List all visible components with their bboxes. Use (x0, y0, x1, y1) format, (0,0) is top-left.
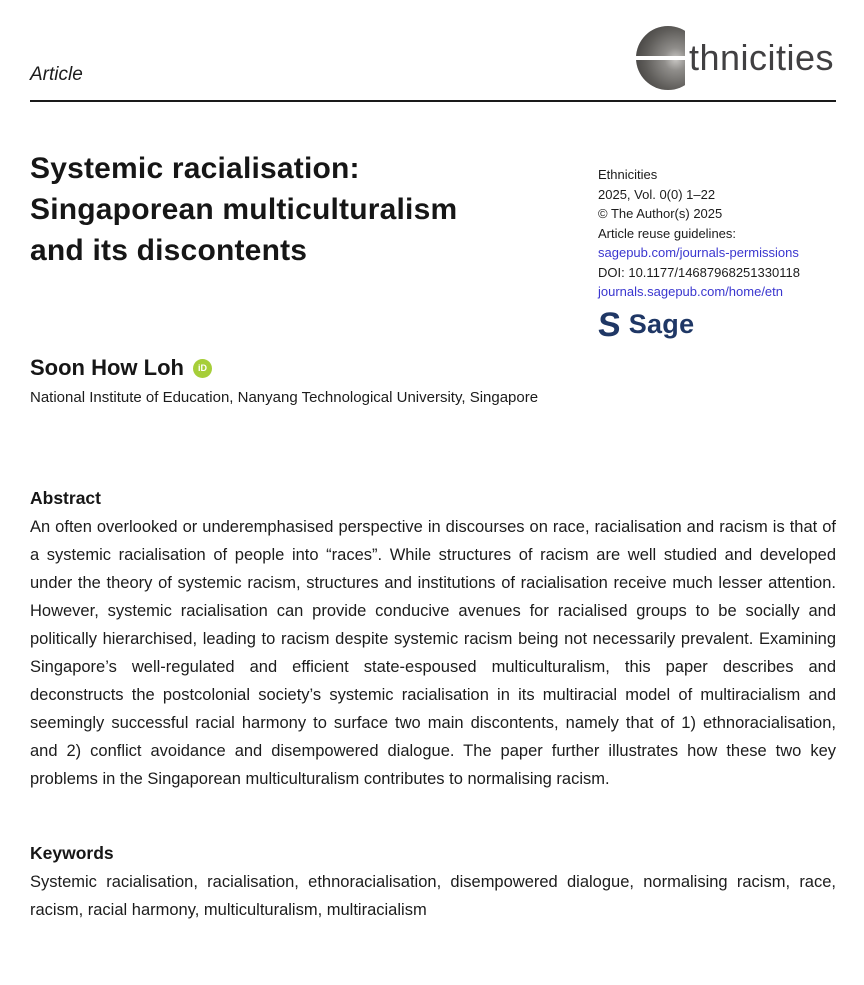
author-name: Soon How Loh (30, 355, 184, 380)
sage-logo-name: Sage (628, 308, 695, 339)
abstract-text: An often overlooked or underemphasised perspective in discourses on race, racialisation and racism is that of a systemic racialisation of people into “races”. While structures of racism are well studied and developed under the theory of systemic racism, structures and institutions of racialisation receive much lesser attention. However, systemic racialisation can provide conducive avenues for racialised groups to be socially and politically hierarchised, leading to racism despite systemic racism being not necessarily prevalent. Examining Singapore’s well-regulated and efficient state-espoused multiculturalism, this paper describes and deconstructs the postcolonial society’s systemic racialisation in its multiracial model of multiracialism and seemingly successful racial harmony to surface two main discontents, namely that of 1) ethnoracialisation, and 2) conflict avoidance and disempowered dialogue. The paper further illustrates how these two key problems in the Singaporean multiculturalism contributes to normalising racism. (30, 518, 836, 788)
page-title (30, 148, 550, 271)
ethnicities-globe-icon (636, 26, 685, 90)
title-line-2: Singaporean multiculturalism (30, 193, 458, 226)
abstract-section (30, 488, 836, 793)
article-type-label: Article (30, 64, 83, 85)
journal-name: Ethnicities (598, 167, 658, 182)
permissions-link[interactable]: sagepub.com/journals-permissions (598, 245, 799, 260)
keywords-text: Systemic racialisation, racialisation, ethnoracialisation, disempowered dialogue, normalising racism, race, racism, racial harmony, multiculturalism, multiracialism (30, 873, 836, 919)
sage-logo-icon: S (596, 305, 623, 344)
keywords-section (30, 843, 836, 924)
journal-home-link[interactable]: journals.sagepub.com/home/etn (598, 284, 784, 299)
ethnicities-journal-logo (636, 24, 834, 92)
author-block (30, 355, 836, 406)
journal-logo-text: thnicities (688, 37, 834, 78)
title-row (30, 148, 836, 344)
orcid-icon[interactable]: iD (193, 359, 212, 378)
author-affiliation: National Institute of Education, Nanyang Technological University, Singapore (30, 389, 539, 406)
title-line-3: and its discontents (30, 234, 308, 267)
journal-info-block (598, 165, 848, 342)
title-line-1: Systemic racialisation: (30, 152, 360, 185)
reuse-guidelines-label: Article reuse guidelines: (598, 225, 737, 241)
doi-line: DOI: 10.1177/14687968251330118 (598, 264, 800, 280)
copyright-line: © The Author(s) 2025 (598, 206, 723, 221)
keywords-heading: Keywords (30, 843, 114, 863)
header-divider (30, 100, 836, 102)
journal-volume: 2025, Vol. 0(0) 1–22 (598, 186, 716, 202)
sage-publisher-logo (596, 305, 848, 344)
abstract-heading: Abstract (30, 488, 101, 508)
